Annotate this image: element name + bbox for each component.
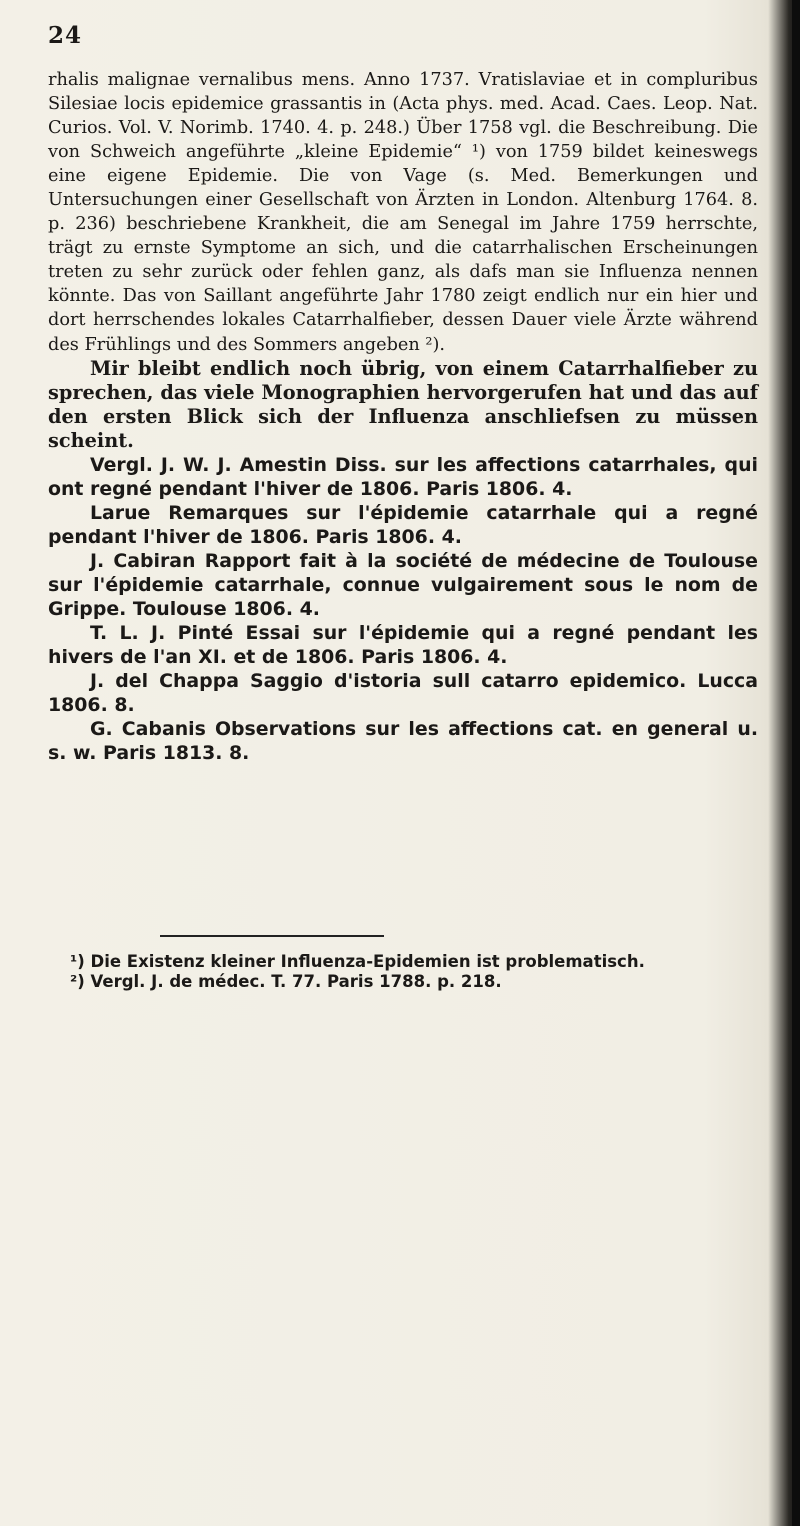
reference-item: J. del Chappa Saggio d'istoria sull catarro epidemico. Lucca 1806. 8. (48, 670, 758, 717)
paragraph-continued: rhalis malignae vernalibus mens. Anno 1737. Vratislaviae et in compluribus Silesiae locis epidemice grassantis in (Acta phys. med. Acad. Caes. Leop. Nat. Curios. Vol. V. Norimb. 1740. 4. p. 248.) Über 1758 vgl. die Beschreibung. Die von Schweich angeführte „kleine Epidemie“ ¹) von 1759 bildet keineswegs eine eigene Epidemie. Die von Vage (s. Med. Bemerkungen und Untersuchungen einer Gesellschaft von Ärzten in London. Altenburg 1764. 8. p. 236) beschriebene Krankheit, die am Senegal im Jahre 1759 herrschte, trägt zu ernste Symptome an sich, und die catarrhalischen Erscheinungen treten zu sehr zurück oder fehlen ganz, als dafs man sie Influenza nennen könnte. Das von Saillant angeführte Jahr 1780 zeigt endlich nur ein hier und dort herrschendes lokales Catarrhalfieber, dessen Dauer viele Ärzte während des Frühlings und des Sommers angeben ²). (48, 70, 758, 355)
footnote-1: ¹) Die Existenz kleiner Influenza-Epidemien ist problematisch. (70, 952, 645, 971)
page-edge-shadow (792, 0, 800, 1526)
reference-item: Larue Remarques sur l'épidemie catarrhale qui a regné pendant l'hiver de 1806. Paris 1806. 4. (48, 501, 758, 548)
reference-item: T. L. J. Pinté Essai sur l'épidemie qui a regné pendant les hivers de l'an XI. et de 1806. Paris 1806. 4. (48, 622, 758, 669)
footnote-2: ²) Vergl. J. de médec. T. 77. Paris 1788. p. 218. (70, 972, 502, 991)
page-number: 24 (48, 22, 83, 49)
reference-item: J. Cabiran Rapport fait à la société de médecine de Toulouse sur l'épidemie catarrhale, connue vulgairement sous le nom de Grippe. Toulouse 1806. 4. (48, 549, 758, 621)
main-text (48, 68, 758, 765)
reference-item: Vergl. J. W. J. Amestin Diss. sur les affections catarrhales, qui ont regné pendant l'hiver de 1806. Paris 1806. 4. (48, 453, 758, 500)
reference-list (48, 453, 758, 766)
paragraph-intro-catarrh: Mir bleibt endlich noch übrig, von einem Catarrhalfieber zu sprechen, das viele Monographien hervorgerufen hat und das auf den ersten Blick sich der Influenza anschliefsen zu müssen scheint. (48, 356, 758, 452)
footnotes (48, 952, 760, 992)
reference-item: G. Cabanis Observations sur les affections cat. en general u. s. w. Paris 1813. 8. (48, 718, 758, 765)
footnote-divider (160, 935, 384, 937)
